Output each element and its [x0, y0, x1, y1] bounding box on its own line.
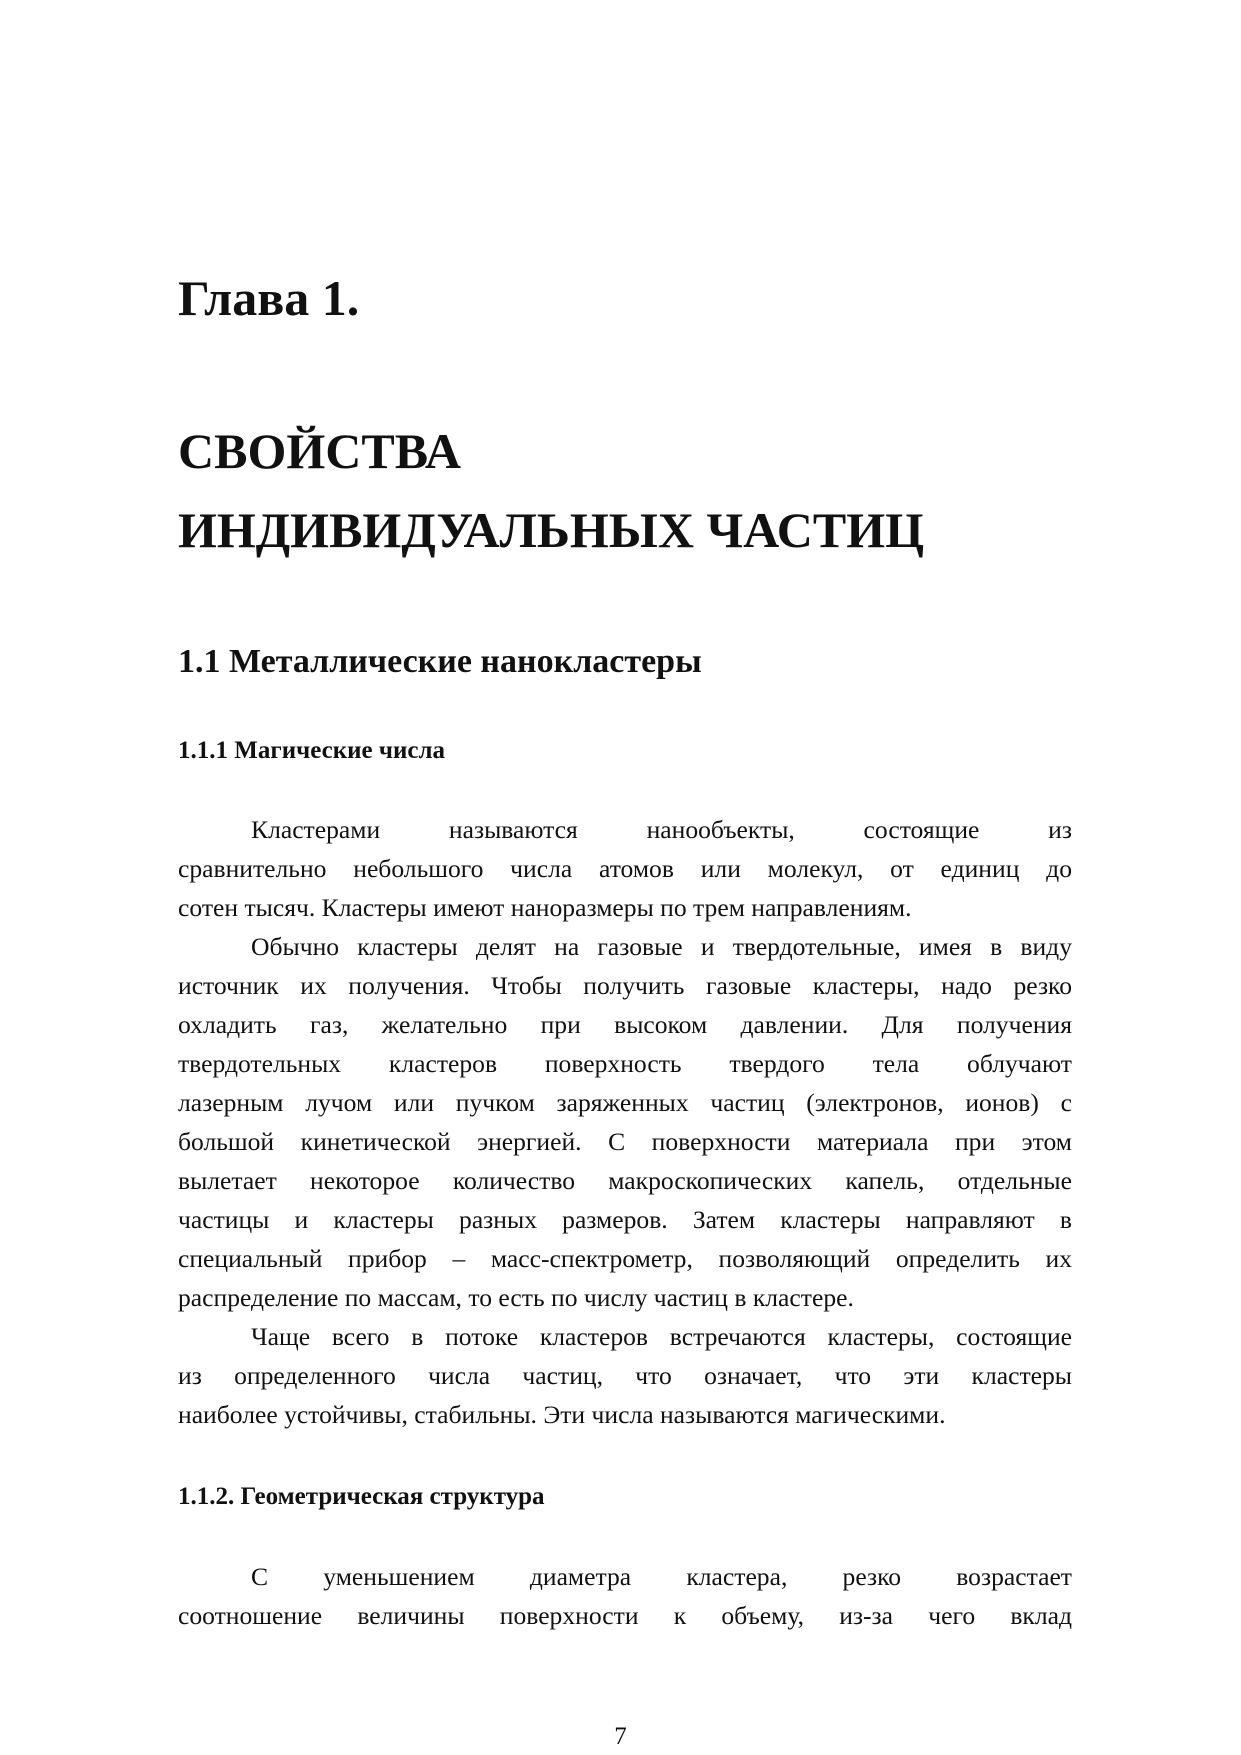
- paragraph-2: [178, 927, 1072, 1317]
- chapter-title: [178, 412, 924, 570]
- paragraph-line: вылетает некоторое количество макроскопических капель, отдельные: [178, 1166, 1072, 1195]
- paragraph-1: [178, 810, 1072, 927]
- paragraph-line: сотен тысяч. Кластеры имеют наноразмеры по трем направлениям.: [178, 893, 912, 922]
- paragraph-line: охладить газ, желательно при высоком давлении. Для получения: [178, 1010, 1072, 1039]
- paragraph-4: [178, 1557, 1072, 1635]
- paragraph-line: специальный прибор – масс-спектрометр, позволяющий определить их: [178, 1244, 1072, 1273]
- subsection-title-geometric-structure: 1.1.2. Геометрическая структура: [178, 1483, 545, 1510]
- chapter-title-line-2: ИНДИВИДУАЛЬНЫХ ЧАСТИЦ: [178, 502, 925, 558]
- paragraph-line: Чаще всего в потоке кластеров встречаются кластеры, состоящие: [251, 1322, 1072, 1351]
- paragraph-line: распределение по массам, то есть по числу частиц в кластере.: [178, 1283, 854, 1312]
- paragraph-line: лазерным лучом или пучком заряженных частиц (электронов, ионов) с: [178, 1088, 1072, 1117]
- paragraph-line: из определенного числа частиц, что означает, что эти кластеры: [178, 1361, 1072, 1390]
- subsection-title-magic-numbers: 1.1.1 Магические числа: [178, 737, 445, 764]
- paragraph-line: источник их получения. Чтобы получить газовые кластеры, надо резко: [178, 971, 1072, 1000]
- paragraph-line: С уменьшением диаметра кластера, резко возрастает: [251, 1562, 1072, 1591]
- paragraph-line: соотношение величины поверхности к объему, из-за чего вклад: [178, 1601, 1072, 1630]
- page-number: 7: [614, 1723, 627, 1750]
- paragraph-line: большой кинетической энергией. С поверхности материала при этом: [178, 1127, 1072, 1156]
- paragraph-line: частицы и кластеры разных размеров. Затем кластеры направляют в: [178, 1205, 1072, 1234]
- paragraph-line: Обычно кластеры делят на газовые и твердотельные, имея в виду: [251, 932, 1072, 961]
- chapter-title-line-1: СВОЙСТВА: [178, 423, 462, 479]
- section-title: 1.1 Металлические нанокластеры: [178, 643, 702, 680]
- paragraph-line: твердотельных кластеров поверхность твердого тела облучают: [178, 1049, 1072, 1078]
- chapter-label: Глава 1.: [178, 270, 360, 326]
- paragraph-line: Кластерами называются нанообъекты, состоящие из: [251, 815, 1072, 844]
- paragraph-line: сравнительно небольшого числа атомов или молекул, от единиц до: [178, 854, 1072, 883]
- paragraph-line: наиболее устойчивы, стабильны. Эти числа называются магическими.: [178, 1400, 946, 1429]
- paragraph-3: [178, 1317, 1072, 1434]
